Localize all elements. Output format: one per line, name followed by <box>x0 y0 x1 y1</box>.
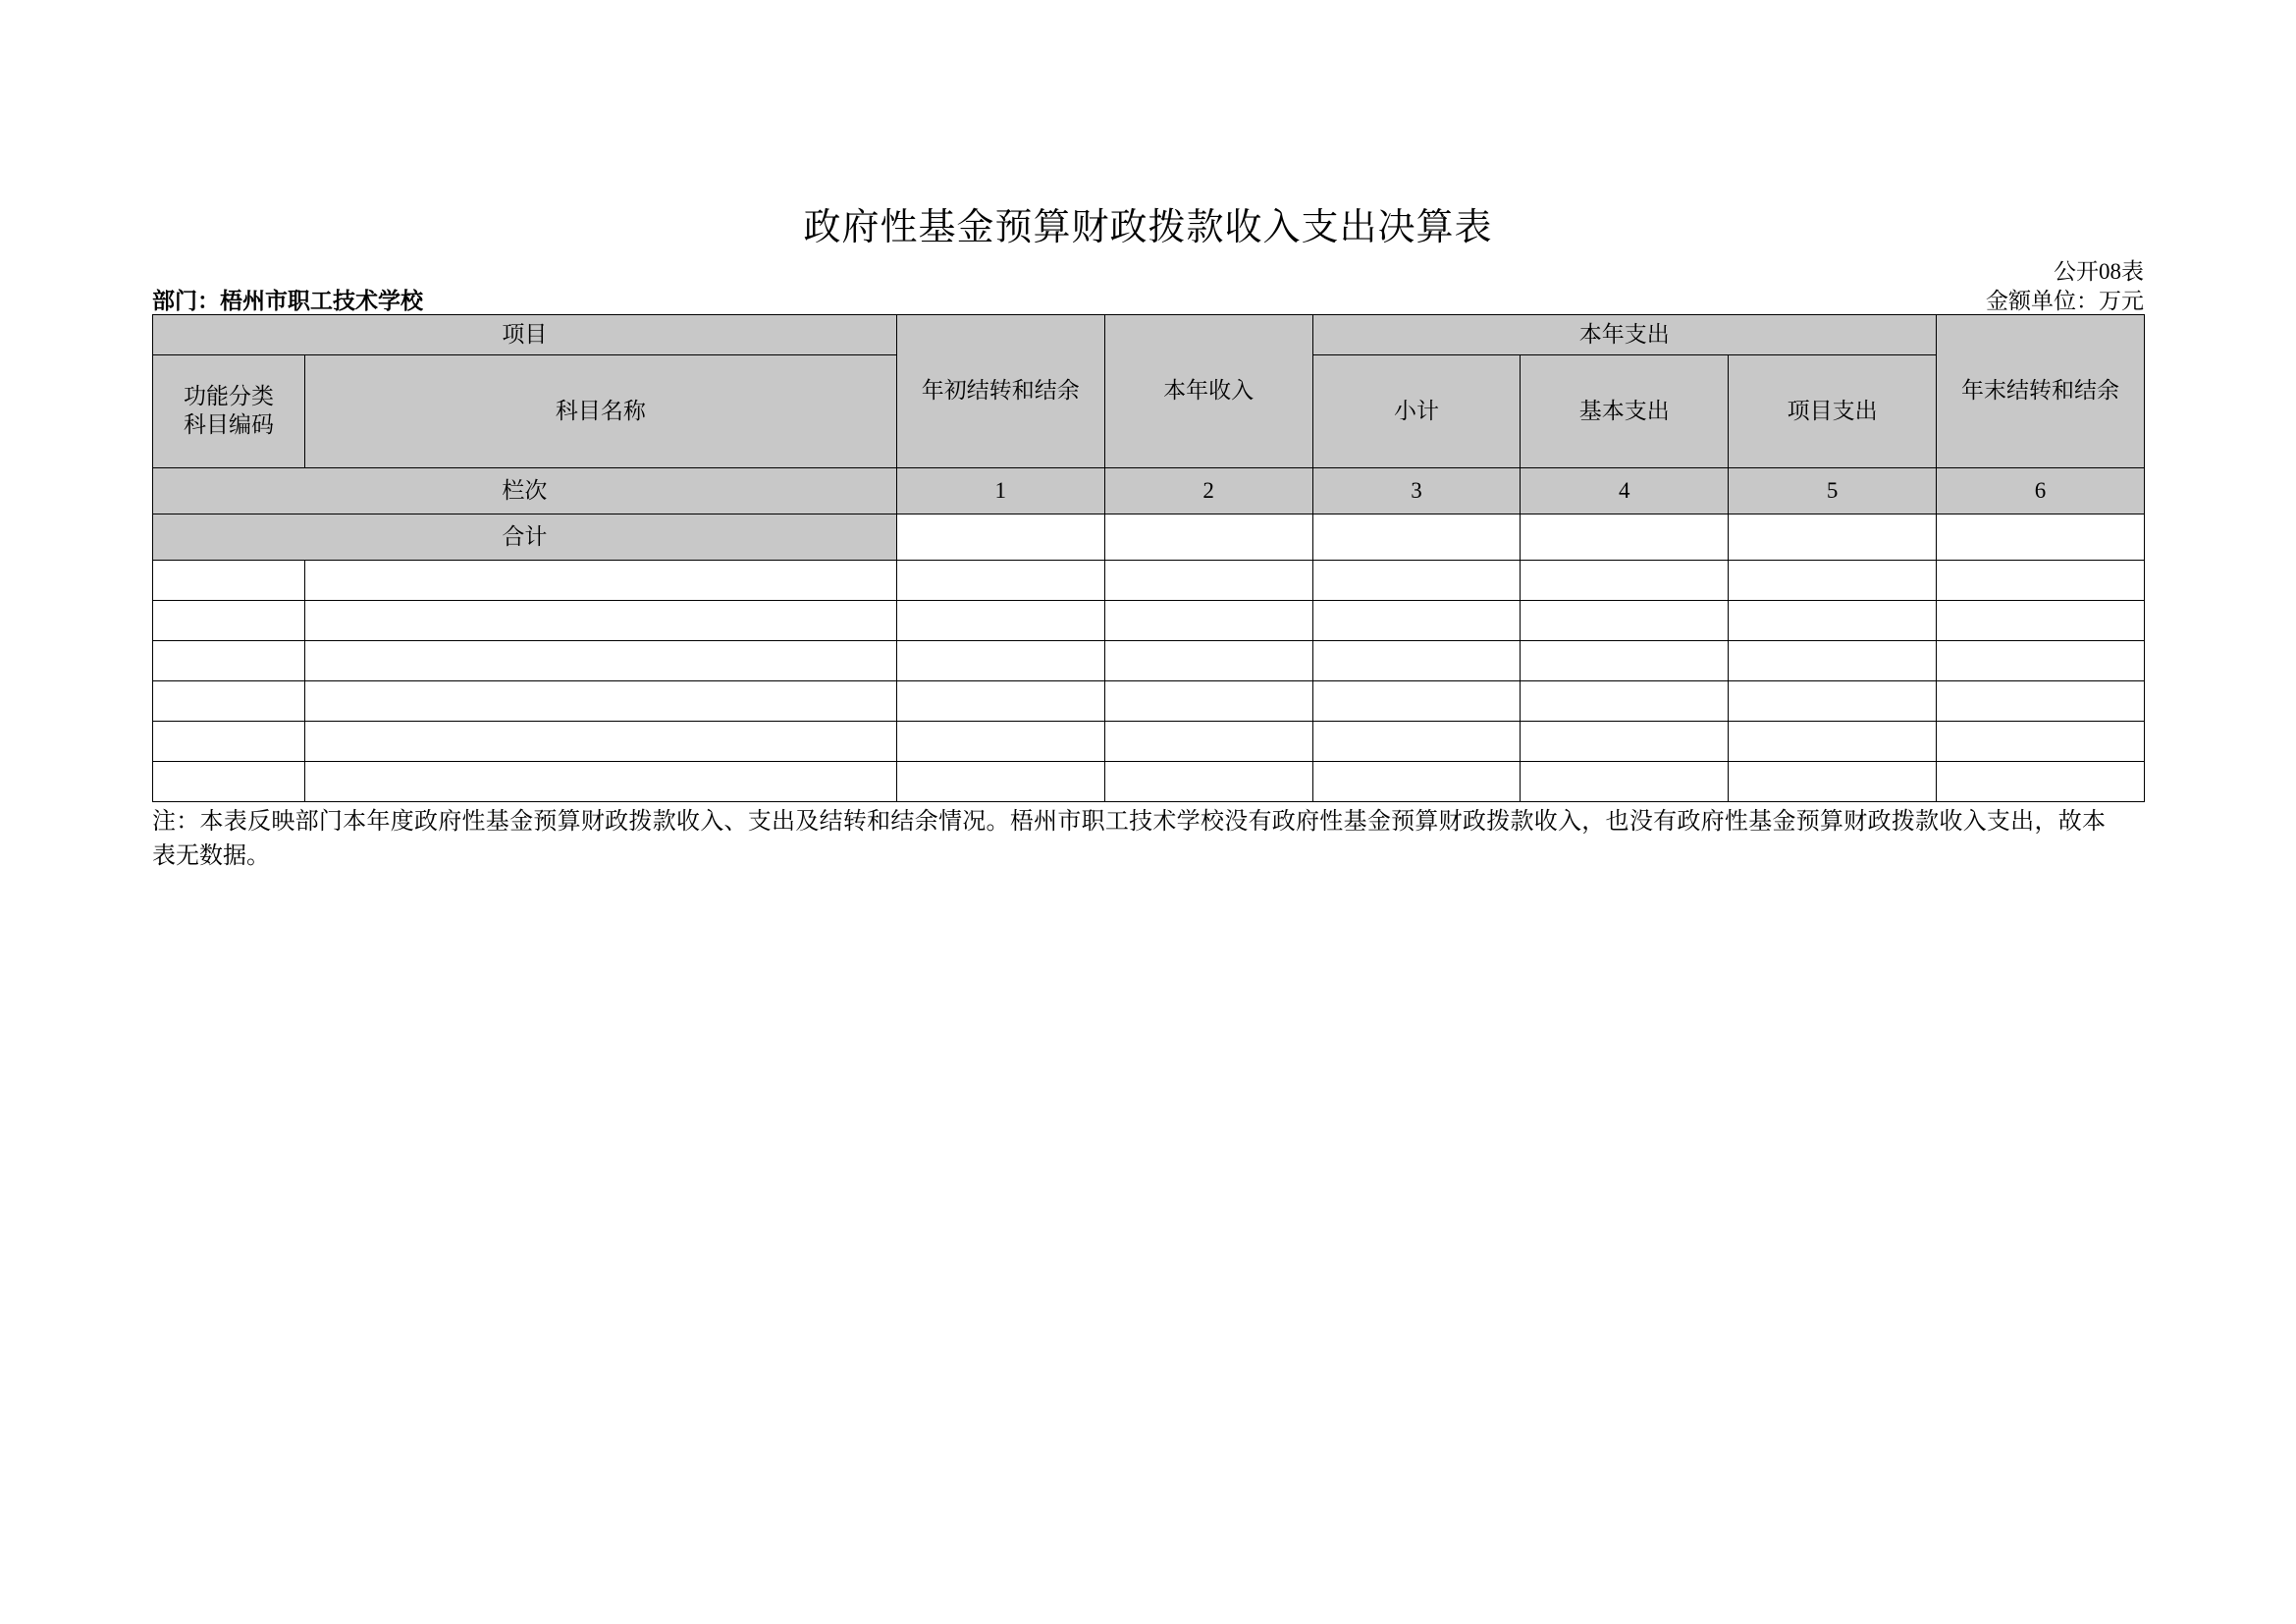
header-begin-balance-label: 年初结转和结余 <box>921 378 1080 404</box>
row-code <box>153 641 305 681</box>
row-code <box>153 601 305 641</box>
row-value-5 <box>1729 601 1937 641</box>
row-value-5 <box>1729 641 1937 681</box>
form-number: 公开08表 <box>2054 259 2144 284</box>
row-value-1 <box>896 762 1104 802</box>
table-total-row <box>153 514 2145 561</box>
row-value-4 <box>1521 561 1729 601</box>
row-value-1 <box>896 681 1104 722</box>
table-note: 注：本表反映部门本年度政府性基金预算财政拨款收入、支出及结转和结余情况。梧州市职工技术学校没有政府性基金预算财政拨款收入，也没有政府性基金预算财政拨款收入支出，故本表无数据。 <box>152 809 2106 869</box>
row-name <box>304 641 896 681</box>
header-subtotal: 小计 <box>1312 355 1521 468</box>
column-index-1: 1 <box>896 468 1104 514</box>
row-value-2 <box>1104 641 1312 681</box>
total-value-5 <box>1729 514 1937 561</box>
department-label: 部门：梧州市职工技术学校 <box>152 289 423 313</box>
row-value-5 <box>1729 762 1937 802</box>
row-value-5 <box>1729 561 1937 601</box>
total-value-1 <box>896 514 1104 561</box>
row-value-6 <box>1937 681 2145 722</box>
row-value-4 <box>1521 762 1729 802</box>
row-value-3 <box>1312 561 1521 601</box>
column-index-2: 2 <box>1104 468 1312 514</box>
header-function-code-label: 功能分类 科目编码 <box>183 384 274 437</box>
row-value-4 <box>1521 601 1729 641</box>
row-value-2 <box>1104 681 1312 722</box>
row-name <box>304 561 896 601</box>
total-row-label: 合计 <box>153 514 897 561</box>
row-name <box>304 601 896 641</box>
table-row <box>153 762 2145 802</box>
table-row <box>153 561 2145 601</box>
header-function-code <box>153 355 305 468</box>
row-value-2 <box>1104 722 1312 762</box>
row-value-4 <box>1521 681 1729 722</box>
header-end-balance-label: 年末结转和结余 <box>1961 378 2120 404</box>
header-current-income-label: 本年收入 <box>1163 378 1255 404</box>
column-index-5: 5 <box>1729 468 1937 514</box>
amount-unit-label: 金额单位：万元 <box>1986 289 2144 313</box>
column-index-3: 3 <box>1312 468 1521 514</box>
header-current-income <box>1104 315 1312 468</box>
row-value-6 <box>1937 641 2145 681</box>
column-index-4: 4 <box>1521 468 1729 514</box>
row-value-1 <box>896 722 1104 762</box>
table-row <box>153 641 2145 681</box>
row-value-4 <box>1521 722 1729 762</box>
row-value-5 <box>1729 681 1937 722</box>
column-index-label: 栏次 <box>153 468 897 514</box>
header-end-balance <box>1937 315 2145 468</box>
page-title: 政府性基金预算财政拨款收入支出决算表 <box>803 207 1493 248</box>
total-value-4 <box>1521 514 1729 561</box>
total-value-2 <box>1104 514 1312 561</box>
row-value-6 <box>1937 561 2145 601</box>
row-value-1 <box>896 641 1104 681</box>
table-column-index-row <box>153 468 2145 514</box>
total-value-6 <box>1937 514 2145 561</box>
total-value-3 <box>1312 514 1521 561</box>
row-code <box>153 561 305 601</box>
row-name <box>304 681 896 722</box>
header-project: 项目 <box>153 315 897 355</box>
row-value-1 <box>896 601 1104 641</box>
header-current-year-expenditure: 本年支出 <box>1312 315 1937 355</box>
row-value-2 <box>1104 561 1312 601</box>
table-header-row-1 <box>153 315 2145 355</box>
header-basic-expenditure: 基本支出 <box>1521 355 1729 468</box>
row-code <box>153 722 305 762</box>
row-name <box>304 762 896 802</box>
row-name <box>304 722 896 762</box>
row-value-2 <box>1104 762 1312 802</box>
header-project-expenditure: 项目支出 <box>1729 355 1937 468</box>
row-value-3 <box>1312 681 1521 722</box>
row-code <box>153 762 305 802</box>
header-subject-name: 科目名称 <box>304 355 896 468</box>
row-value-1 <box>896 561 1104 601</box>
row-code <box>153 681 305 722</box>
table-row <box>153 601 2145 641</box>
table-row <box>153 681 2145 722</box>
column-index-6: 6 <box>1937 468 2145 514</box>
row-value-4 <box>1521 641 1729 681</box>
row-value-3 <box>1312 722 1521 762</box>
row-value-6 <box>1937 722 2145 762</box>
row-value-2 <box>1104 601 1312 641</box>
row-value-5 <box>1729 722 1937 762</box>
header-begin-balance <box>896 315 1104 468</box>
table-row <box>153 722 2145 762</box>
row-value-3 <box>1312 641 1521 681</box>
row-value-6 <box>1937 762 2145 802</box>
row-value-3 <box>1312 762 1521 802</box>
row-value-3 <box>1312 601 1521 641</box>
row-value-6 <box>1937 601 2145 641</box>
budget-table <box>152 314 2145 802</box>
